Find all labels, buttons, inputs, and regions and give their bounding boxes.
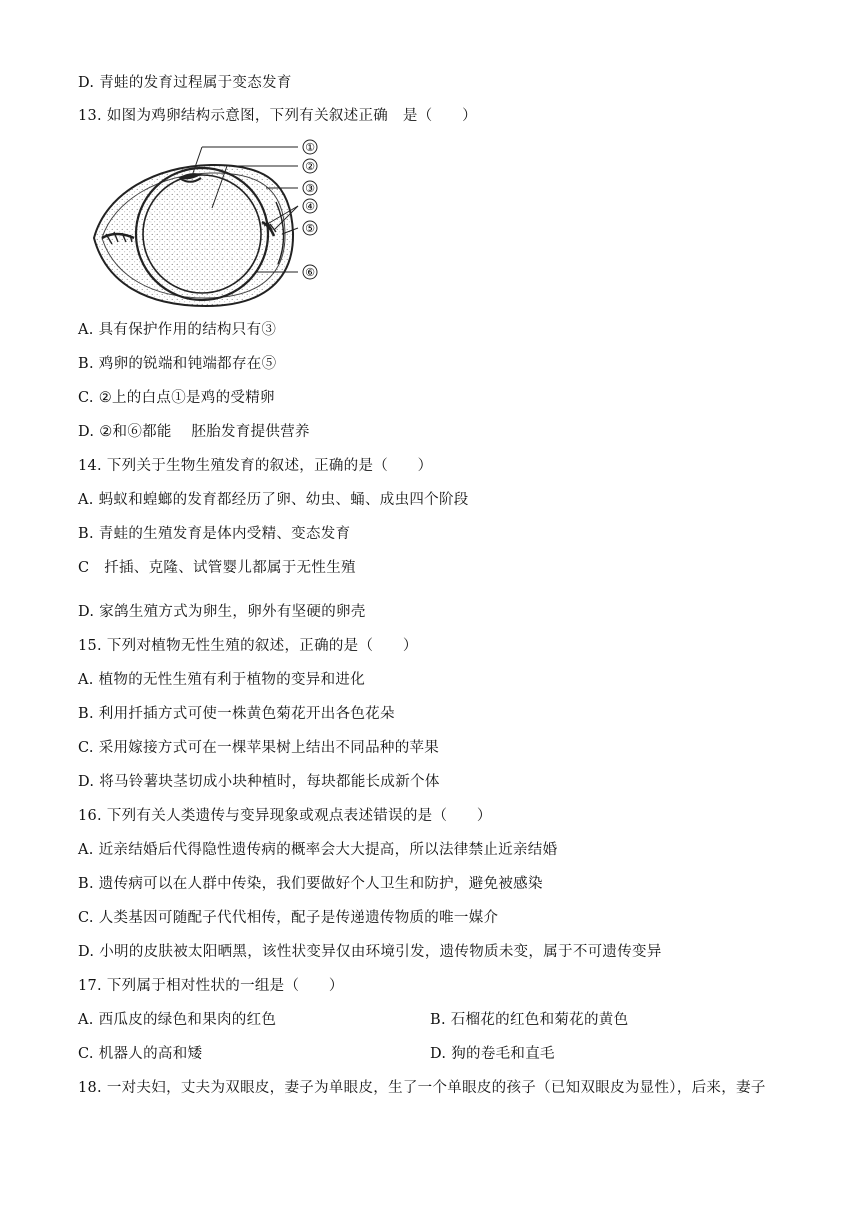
q16-option-c: C. 人类基因可随配子代代相传，配子是传递遗传物质的唯一媒介 (78, 910, 499, 926)
q17-option-d: D. 狗的卷毛和直毛 (430, 1046, 555, 1062)
q15-option-d: D. 将马铃薯块茎切成小块种植时，每块都能长成新个体 (78, 774, 440, 790)
q13-stem: 13. 如图为鸡卵结构示意图，下列有关叙述正确 是（ ） (78, 108, 477, 124)
q17-option-c: C. 机器人的高和矮 (78, 1046, 203, 1062)
q15-option-a: A. 植物的无性生殖有利于植物的变异和进化 (78, 672, 365, 688)
q18-stem: 18. 一对夫妇，丈夫为双眼皮，妻子为单眼皮，生了一个单眼皮的孩子（已知双眼皮为显性），后来，妻子 (78, 1080, 766, 1096)
q17-stem: 17. 下列属于相对性状的一组是（ ） (78, 978, 344, 994)
q15-option-b: B. 利用扦插方式可使一株黄色菊花开出各色花朵 (78, 706, 395, 722)
q14-option-d: D. 家鸽生殖方式为卵生，卵外有坚硬的卵壳 (78, 604, 366, 620)
q14-option-a: A. 蚂蚁和蝗螂的发育都经历了卵、幼虫、蛹、成虫四个阶段 (78, 492, 469, 508)
q16-option-b: B. 遗传病可以在人群中传染，我们要做好个人卫生和防护，避免被感染 (78, 876, 543, 892)
label-3: ③ (305, 182, 315, 195)
q14-option-b: B. 青蛙的生殖发育是体内受精、变态发育 (78, 526, 351, 542)
q13-option-c: C. ②上的白点①是鸡的受精卵 (78, 390, 275, 406)
q15-option-c: C. 采用嫁接方式可在一棵苹果树上结出不同品种的苹果 (78, 740, 440, 756)
label-5: ⑤ (305, 222, 315, 235)
label-6: ⑥ (305, 266, 315, 279)
q17-option-a: A. 西瓜皮的绿色和果肉的红色 (78, 1012, 277, 1028)
q16-option-a: A. 近亲结婚后代得隐性遗传病的概率会大大提高，所以法律禁止近亲结婚 (78, 842, 558, 858)
q13-option-a: A. 具有保护作用的结构只有③ (78, 322, 277, 338)
q13-option-b: B. 鸡卵的锐端和钝端都存在⑤ (78, 356, 277, 372)
label-4: ④ (305, 200, 315, 213)
q17-option-b: B. 石榴花的红色和菊花的黄色 (430, 1012, 629, 1028)
q12-option-d: D. 青蛙的发育过程属于变态发育 (78, 75, 292, 91)
egg-structure-diagram (86, 138, 336, 310)
diagram-labels (303, 140, 317, 279)
q13-option-d: D. ②和⑥都能 胚胎发育提供营养 (78, 424, 310, 440)
label-1: ① (305, 141, 315, 154)
label-2: ② (305, 160, 315, 173)
q14-stem: 14. 下列关于生物生殖发育的叙述，正确的是（ ） (78, 458, 433, 474)
q16-stem: 16. 下列有关人类遗传与变异现象或观点表述错误的是（ ） (78, 808, 492, 824)
q16-option-d: D. 小明的皮肤被太阳晒黑，该性状变异仅由环境引发，遗传物质未变，属于不可遗传变异 (78, 944, 662, 960)
q15-stem: 15. 下列对植物无性生殖的叙述，正确的是（ ） (78, 638, 418, 654)
q14-option-c: C 扦插、克隆、试管婴儿都属于无性生殖 (78, 560, 356, 576)
